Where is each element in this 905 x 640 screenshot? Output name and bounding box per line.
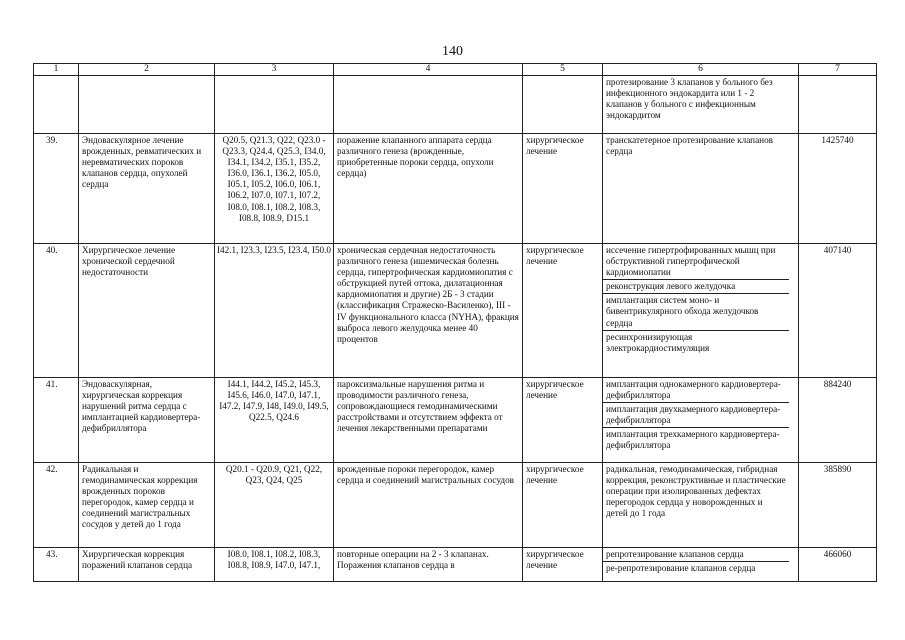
table-row xyxy=(34,463,877,548)
price: 466060 xyxy=(799,548,877,582)
row-number: 41. xyxy=(34,378,79,463)
treatment-method: радикальная, гемодинамическая, гибридная коррекция, реконструктивные и пластические операции при изолированных дефектах перегородок сердца у новорожденных и детей до 1 года xyxy=(606,464,786,519)
treatment-type: хирургическое лечение xyxy=(523,378,603,463)
price: 1425740 xyxy=(799,134,877,244)
page-number: 140 xyxy=(442,44,463,59)
price: 385890 xyxy=(799,463,877,548)
table-row xyxy=(34,378,877,463)
row-number: 42. xyxy=(34,463,79,548)
treatment-type: хирургическое лечение xyxy=(523,548,603,582)
treatment-method: имплантация однокамерного кардиовертера-дефибриллятора xyxy=(603,378,789,403)
price xyxy=(799,76,877,134)
treatment-methods xyxy=(603,134,799,244)
row-number: 40. xyxy=(34,244,79,378)
treatment-method: реконструкция левого желудочка xyxy=(603,280,789,294)
row-number: 39. xyxy=(34,134,79,244)
table-row xyxy=(34,76,877,134)
column-number: 3 xyxy=(215,64,334,76)
icd-codes xyxy=(215,76,334,134)
treatment-methods xyxy=(603,463,799,548)
icd-codes: Q20.1 - Q20.9, Q21, Q22, Q23, Q24, Q25 xyxy=(215,463,334,548)
column-number: 2 xyxy=(79,64,215,76)
diagnosis: повторные операции на 2 - 3 клапанах. Поражения клапанов сердца в xyxy=(334,548,523,582)
treatment-method: репротезирование клапанов сердца xyxy=(603,548,789,562)
row-number: 43. xyxy=(34,548,79,582)
treatment-methods xyxy=(603,548,799,582)
row-number xyxy=(34,76,79,134)
service-name: Эндоваскулярная, хирургическая коррекция нарушений ритма сердца с имплантацией кардиовертера-дефибриллятора xyxy=(79,378,215,463)
table-row xyxy=(34,134,877,244)
service-name: Хирургическое лечение хронической сердечной недостаточности xyxy=(79,244,215,378)
treatment-method: транскатетерное протезирование клапанов сердца xyxy=(606,135,774,157)
treatment-method: имплантация систем моно- и бивентрикулярного обхода желудочков сердца xyxy=(603,294,789,330)
services-table xyxy=(33,63,877,582)
treatment-type: хирургическое лечение xyxy=(523,134,603,244)
icd-codes: Q20.5, Q21.3, Q22, Q23.0 - Q23.3, Q24.4, Q25.3, I34.0, I34.1, I34.2, I35.1, I35.2, I36.0, I36.1, I36.2, I05.0, I05.1, I05.2, I06.0, I06.1, I06.2, I07.0, I07.1, I07.2, I08.0, I08.1, I08.2, I08.3, I08.8, I08.9, D15.1 xyxy=(215,134,334,244)
icd-codes: I44.1, I44.2, I45.2, I45.3, I45.6, I46.0, I47.0, I47.1, I47.2, I47.9, I48, I49.0, I49.5, Q22.5, Q24.6 xyxy=(215,378,334,463)
column-number-row xyxy=(34,64,877,76)
treatment-method: имплантация трехкамерного кардиовертера-дефибриллятора xyxy=(606,429,780,451)
treatment-method: ресинхронизирующая электрокардиостимуляция xyxy=(606,331,710,353)
service-name: Эндоваскулярное лечение врожденных, ревматических и неревматических пороков клапанов сердца, опухолей сердца xyxy=(79,134,215,244)
table-row xyxy=(34,244,877,378)
column-number: 1 xyxy=(34,64,79,76)
treatment-method: протезирование 3 клапанов у больного без инфекционного эндокардита или 1 - 2 клапанов у больного с инфекционным эндокардитом xyxy=(606,77,773,121)
treatment-method: ре-репротезирование клапанов сердца xyxy=(606,563,756,574)
icd-codes: I42.1, I23.3, I23.5, I23.4, I50.0 xyxy=(215,244,334,378)
treatment-method: иссечение гипертрофированных мышц при обструктивной гипертрофической кардиомиопатии xyxy=(603,244,789,280)
service-name: Хирургическая коррекция поражений клапанов сердца xyxy=(79,548,215,582)
column-number: 5 xyxy=(523,64,603,76)
treatment-type: хирургическое лечение xyxy=(523,244,603,378)
price: 407140 xyxy=(799,244,877,378)
service-name xyxy=(79,76,215,134)
diagnosis: врожденные пороки перегородок, камер сердца и соединений магистральных сосудов xyxy=(334,463,523,548)
column-number: 6 xyxy=(603,64,799,76)
treatment-method: имплантация двухкамерного кардиовертера-дефибриллятора xyxy=(603,403,789,428)
diagnosis: хроническая сердечная недостаточность различного генеза (ишемическая болезнь сердца, гипертрофическая кардиомиопатия с обструкцией путей оттока, дилатационная кардиомиопатия и другие) 2Б - 3 стадии (классификация Стражеско-Василенко), III - IV функционального класса (NYHA), фракция выброса левого желудочка менее 40 процентов xyxy=(334,244,523,378)
treatment-methods xyxy=(603,378,799,463)
diagnosis: пароксизмальные нарушения ритма и проводимости различного генеза, сопровождающиеся гемодинамическими расстройствами и отсутствием эффекта от лечения лекарственными препаратами xyxy=(334,378,523,463)
treatment-type: хирургическое лечение xyxy=(523,463,603,548)
icd-codes: I08.0, I08.1, I08.2, I08.3, I08.8, I08.9, I47.0, I47.1, xyxy=(215,548,334,582)
column-number: 4 xyxy=(334,64,523,76)
diagnosis: поражение клапанного аппарата сердца различного генеза (врожденные, приобретенные пороки сердца, опухоли сердца) xyxy=(334,134,523,244)
price: 884240 xyxy=(799,378,877,463)
diagnosis xyxy=(334,76,523,134)
table-row xyxy=(34,548,877,582)
treatment-methods xyxy=(603,76,799,134)
column-number: 7 xyxy=(799,64,877,76)
treatment-type xyxy=(523,76,603,134)
service-name: Радикальная и гемодинамическая коррекция врожденных пороков перегородок, камер сердца и соединений магистральных сосудов у детей до 1 года xyxy=(79,463,215,548)
treatment-methods xyxy=(603,244,799,378)
